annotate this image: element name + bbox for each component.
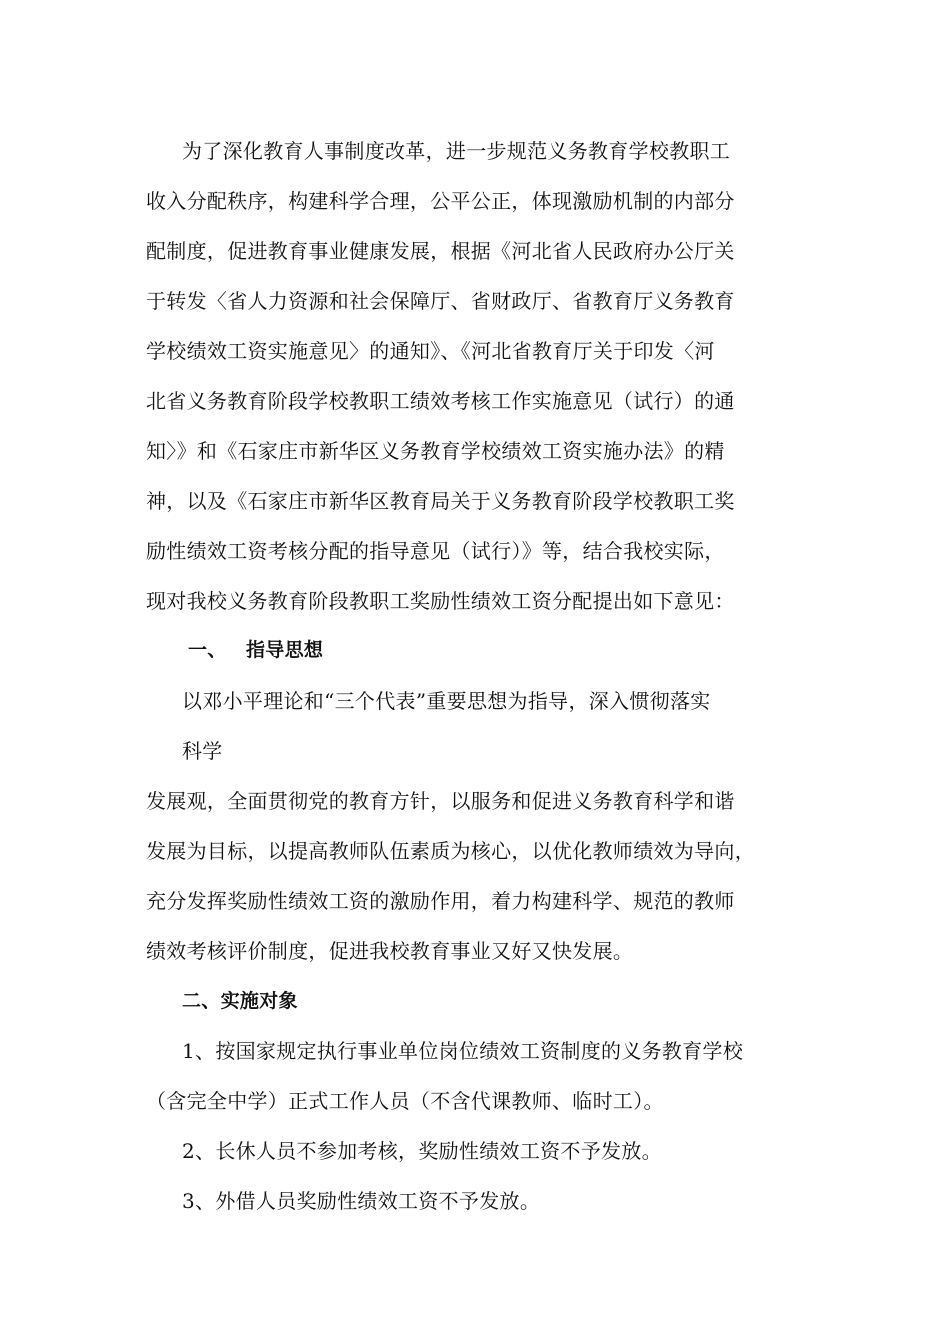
intro-line-9: 励性绩效工资考核分配的指导意见（试行）》等，结合我校实际， (146, 539, 725, 563)
section-1-line-4: 发展为目标，以提高教师队伍素质为核心，以优化教师绩效为导向， (146, 839, 755, 863)
intro-line-7: 知〉》和《石家庄市新华区义务教育学校绩效工资实施办法》的精 (146, 439, 725, 463)
intro-line-4: 于转发〈省人力资源和社会保障厅、省财政厅、省教育厅义务教育 (146, 289, 735, 313)
section-1-heading (188, 637, 323, 663)
section-2-line-1: 1、按国家规定执行事业单位岗位绩效工资制度的义务教育学校 (182, 1039, 744, 1063)
section-1-line-1: 以邓小平理论和“三个代表”重要思想为指导，深入惯彻落实 (182, 689, 711, 713)
section-2-line-4: 3、外借人员奖励性绩效工资不予发放。 (182, 1189, 541, 1213)
section-2-heading: 二、实施对象 (182, 990, 298, 1012)
intro-line-1: 为了深化教育人事制度改革，进一步规范义务教育学校教职工 (182, 139, 731, 163)
intro-line-2: 收入分配秩序，构建科学合理，公平公正，体现激励机制的内部分 (146, 189, 735, 213)
section-1-line-6: 绩效考核评价制度，促进我校教育事业又好又快发展。 (146, 939, 634, 963)
section-1-line-2: 科学 (182, 739, 223, 763)
intro-line-6: 北省义务教育阶段学校教职工绩效考核工作实施意见（试行）的通 (146, 389, 735, 413)
section-1-line-3: 发展观，全面贯彻党的教育方针，以服务和促进义务教育科学和谐 (146, 789, 735, 813)
section-1-title: 指导思想 (246, 639, 324, 661)
intro-line-10: 现对我校义务教育阶段教职工奖励性绩效工资分配提出如下意见： (146, 589, 735, 613)
section-2-line-2: （含完全中学）正式工作人员（不含代课教师、临时工）。 (146, 1089, 664, 1113)
section-2-line-3: 2、长休人员不参加考核，奖励性绩效工资不予发放。 (182, 1139, 662, 1163)
intro-line-8: 神，以及《石家庄市新华区教育局关于义务教育阶段学校教职工奖 (146, 489, 735, 513)
section-1-line-5: 充分发挥奖励性绩效工资的激励作用，着力构建科学、规范的教师 (146, 889, 735, 913)
intro-line-3: 配制度，促进教育事业健康发展，根据《河北省人民政府办公厅关 (146, 239, 735, 263)
intro-line-5: 学校绩效工资实施意见〉的通知》、《河北省教育厅关于印发〈河 (146, 339, 715, 363)
section-1-number: 一、 (188, 639, 227, 661)
